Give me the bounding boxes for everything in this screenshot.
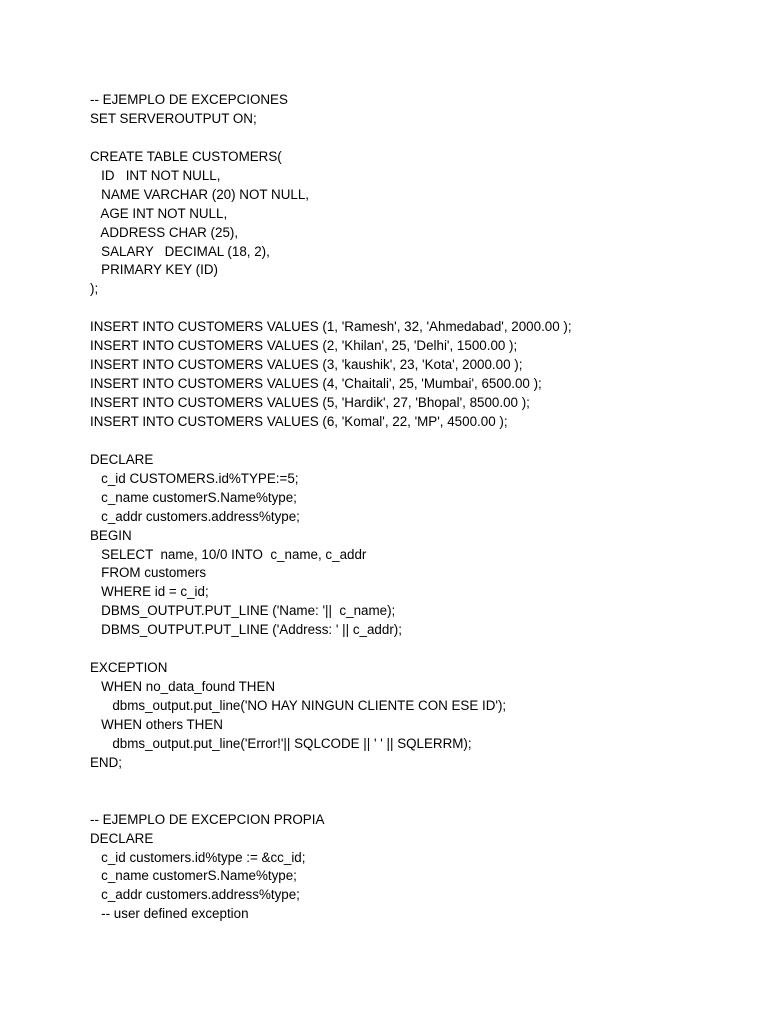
code-line: NAME VARCHAR (20) NOT NULL, [90, 186, 310, 202]
code-line: c_name customerS.Name%type; [90, 489, 297, 505]
code-line: DECLARE [90, 830, 154, 846]
code-line: SELECT name, 10/0 INTO c_name, c_addr [90, 546, 367, 562]
code-line: INSERT INTO CUSTOMERS VALUES (3, 'kaushik', 23, 'Kota', 2000.00 ); [90, 357, 523, 373]
code-line: DECLARE [90, 451, 154, 467]
code-line: c_addr customers.address%type; [90, 508, 300, 524]
code-line: ADDRESS CHAR (25), [90, 224, 239, 240]
code-line [90, 773, 750, 792]
code-line: WHEN no_data_found THEN [90, 679, 276, 695]
code-listing [90, 91, 750, 924]
code-line: c_id CUSTOMERS.id%TYPE:=5; [90, 470, 299, 486]
code-line: -- user defined exception [90, 906, 249, 922]
code-line: DBMS_OUTPUT.PUT_LINE ('Name: '|| c_name); [90, 603, 396, 619]
code-line: ); [90, 281, 99, 297]
code-line: INSERT INTO CUSTOMERS VALUES (1, 'Ramesh', 32, 'Ahmedabad', 2000.00 ); [90, 319, 572, 335]
code-line [90, 640, 750, 659]
code-line [90, 299, 750, 318]
code-line: WHERE id = c_id; [90, 584, 209, 600]
code-line: BEGIN [90, 527, 132, 543]
code-line: SALARY DECIMAL (18, 2), [90, 243, 270, 259]
code-line [90, 432, 750, 451]
code-line: c_addr customers.address%type; [90, 887, 300, 903]
code-line: c_name customerS.Name%type; [90, 868, 297, 884]
code-line: INSERT INTO CUSTOMERS VALUES (4, 'Chaitali', 25, 'Mumbai', 6500.00 ); [90, 376, 542, 392]
code-line: SET SERVEROUTPUT ON; [90, 110, 257, 126]
code-line: -- EJEMPLO DE EXCEPCION PROPIA [90, 811, 325, 827]
code-line: WHEN others THEN [90, 716, 223, 732]
code-line: c_id customers.id%type := &cc_id; [90, 849, 306, 865]
code-line: INSERT INTO CUSTOMERS VALUES (2, 'Khilan', 25, 'Delhi', 1500.00 ); [90, 338, 518, 354]
code-line: dbms_output.put_line('Error!'|| SQLCODE || ' ' || SQLERRM); [90, 735, 472, 751]
code-line: INSERT INTO CUSTOMERS VALUES (6, 'Komal', 22, 'MP', 4500.00 ); [90, 413, 508, 429]
code-line: dbms_output.put_line('NO HAY NINGUN CLIENTE CON ESE ID'); [90, 698, 507, 713]
code-line: EXCEPTION [90, 660, 168, 676]
code-line: -- EJEMPLO DE EXCEPCIONES [90, 92, 288, 107]
code-line [90, 129, 750, 148]
code-line: END; [90, 754, 122, 770]
code-line: ID INT NOT NULL, [90, 167, 221, 183]
code-line: INSERT INTO CUSTOMERS VALUES (5, 'Hardik', 27, 'Bhopal', 8500.00 ); [90, 395, 530, 410]
code-line: DBMS_OUTPUT.PUT_LINE ('Address: ' || c_addr); [90, 622, 402, 638]
code-line: CREATE TABLE CUSTOMERS( [90, 148, 282, 164]
code-line [90, 792, 750, 811]
code-line: FROM customers [90, 565, 207, 581]
code-line: AGE INT NOT NULL, [90, 205, 228, 221]
code-line: PRIMARY KEY (ID) [90, 262, 218, 278]
